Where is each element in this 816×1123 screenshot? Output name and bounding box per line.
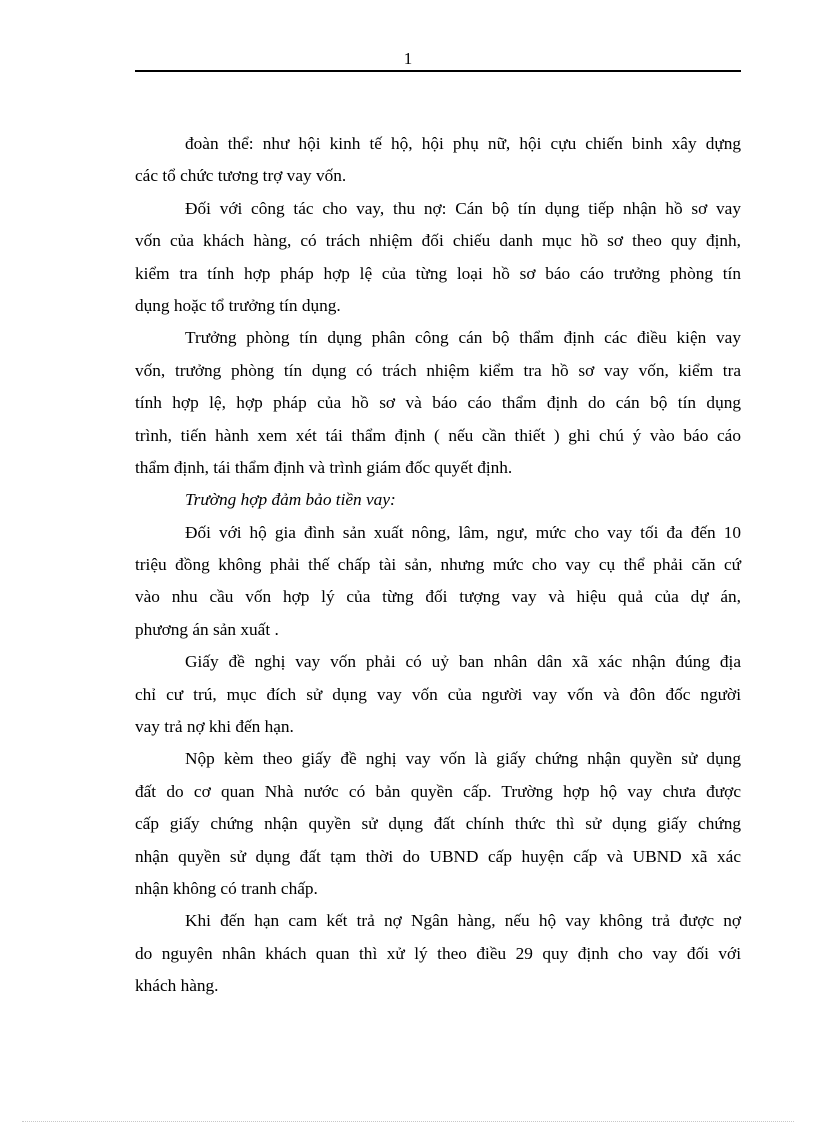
text-line: khách hàng. <box>135 976 219 996</box>
text-line: vay trả nợ khi đến hạn. <box>135 717 294 737</box>
text-line: chỉ cư trú, mục đích sử dụng vay vốn của người vay vốn và đôn đốc người <box>135 684 741 704</box>
text-line: do nguyên nhân khách quan thì xử lý theo điều 29 quy định cho vay đối với <box>135 943 741 963</box>
body-text <box>135 128 741 1003</box>
text-line: Trường hợp đảm bảo tiền vay: <box>185 490 396 510</box>
paragraph <box>135 193 741 323</box>
text-line: phương án sản xuất . <box>135 619 279 639</box>
paragraph <box>135 905 741 1002</box>
text-line: vốn, trưởng phòng tín dụng có trách nhiệm kiểm tra hồ sơ vay vốn, kiểm tra <box>135 360 741 380</box>
text-line: các tổ chức tương trợ vay vốn. <box>135 166 347 186</box>
text-line: tính hợp lệ, hợp pháp của hồ sơ và báo cáo thẩm định do cán bộ tín dụng <box>135 393 741 413</box>
text-line: vào nhu cầu vốn hợp lý của từng đối tượng vay và hiệu quả của dự án, <box>135 587 741 607</box>
text-line: Khi đến hạn cam kết trả nợ Ngân hàng, nếu hộ vay không trả được nợ <box>185 911 741 931</box>
text-line: Trưởng phòng tín dụng phân công cán bộ thẩm định các điều kiện vay <box>185 328 741 348</box>
text-line: Đối với hộ gia đình sản xuất nông, lâm, ngư, mức cho vay tối đa đến 10 <box>185 522 741 542</box>
text-line: Giấy đề nghị vay vốn phải có uỷ ban nhân dân xã xác nhận đúng địa <box>185 652 741 672</box>
text-line: thẩm định, tái thẩm định và trình giám đốc quyết định. <box>135 457 513 477</box>
footer-rule <box>22 1121 794 1122</box>
text-line: dụng hoặc tổ trưởng tín dụng. <box>135 295 341 315</box>
text-line: đất do cơ quan Nhà nước có bản quyền cấp. Trường hợp hộ vay chưa được <box>135 781 741 801</box>
header-rule <box>135 70 741 72</box>
text-line: triệu đồng không phải thế chấp tài sản, nhưng mức cho vay cụ thể phải căn cứ <box>135 555 741 575</box>
text-line: cấp giấy chứng nhận quyền sử dụng đất chính thức thì sử dụng giấy chứng <box>135 814 741 834</box>
text-line: nhận quyền sử dụng đất tạm thời do UBND cấp huyện cấp và UBND xã xác <box>135 846 741 866</box>
page-number: 1 <box>403 49 413 68</box>
text-line: vốn của khách hàng, có trách nhiệm đối chiếu danh mục hồ sơ theo quy định, <box>135 231 741 251</box>
paragraph <box>135 128 741 193</box>
paragraph <box>135 646 741 743</box>
text-line: kiểm tra tính hợp pháp hợp lệ của từng loại hồ sơ báo cáo trưởng phòng tín <box>135 263 741 283</box>
paragraph <box>135 322 741 484</box>
text-line: Đối với công tác cho vay, thu nợ: Cán bộ tín dụng tiếp nhận hồ sơ vay <box>185 198 741 218</box>
text-line: Nộp kèm theo giấy đề nghị vay vốn là giấy chứng nhận quyền sử dụng <box>185 749 741 769</box>
paragraph <box>135 517 741 647</box>
text-line: trình, tiến hành xem xét tái thẩm định ( nếu cần thiết ) ghi chú ý vào báo cáo <box>135 425 741 445</box>
section-heading <box>135 484 741 516</box>
text-line: đoàn thể: như hội kinh tế hộ, hội phụ nữ, hội cựu chiến binh xây dựng <box>185 134 741 153</box>
text-line: nhận không có tranh chấp. <box>135 878 318 898</box>
paragraph <box>135 743 741 905</box>
